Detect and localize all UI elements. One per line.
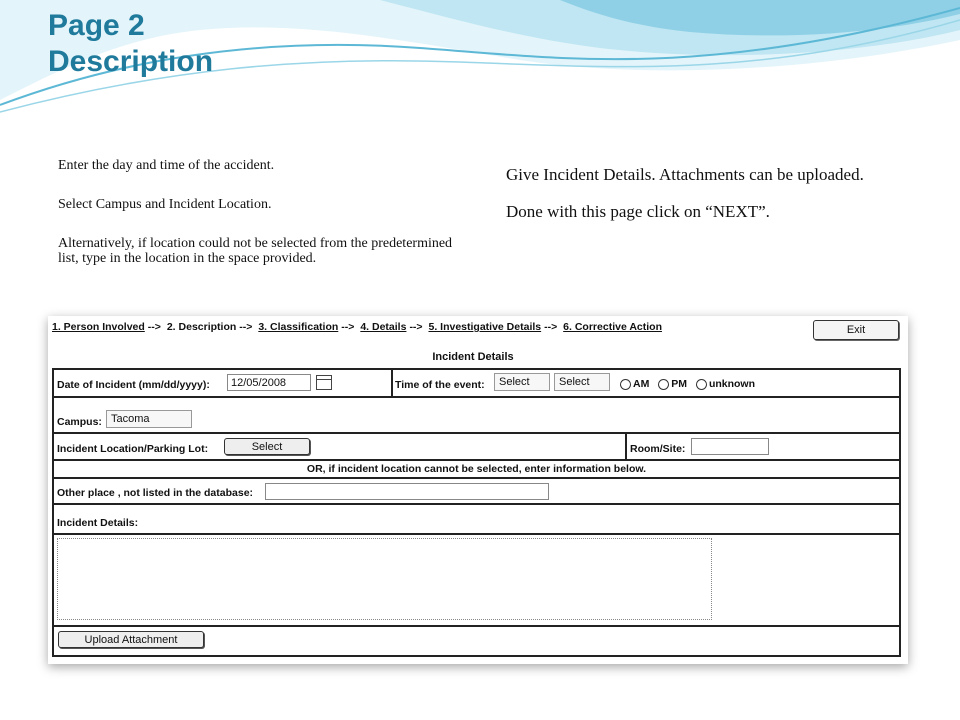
nav-classification[interactable]: 3. Classification bbox=[258, 321, 339, 333]
step-navigation bbox=[52, 321, 662, 333]
other-place-input[interactable] bbox=[265, 483, 549, 500]
unknown-label: unknown bbox=[708, 378, 756, 390]
am-label: AM bbox=[633, 378, 650, 390]
incident-details-textarea[interactable] bbox=[57, 538, 712, 620]
instruction-campus-location: Select Campus and Incident Location. bbox=[58, 197, 272, 212]
location-label: Incident Location/Parking Lot: bbox=[57, 443, 209, 455]
campus-select[interactable]: Tacoma bbox=[106, 410, 192, 428]
incident-form-screenshot bbox=[48, 316, 908, 664]
pm-label: PM bbox=[671, 378, 688, 390]
pm-radio[interactable] bbox=[658, 379, 669, 390]
nav-description-current: 2. Description bbox=[166, 321, 237, 333]
column-divider bbox=[625, 432, 627, 459]
calendar-icon[interactable] bbox=[316, 375, 332, 390]
instruction-date-time: Enter the day and time of the accident. bbox=[58, 158, 275, 173]
right-instructions bbox=[506, 163, 886, 237]
slide-title-line1: Page 2 bbox=[48, 9, 145, 42]
time-label: Time of the event: bbox=[395, 379, 485, 391]
am-radio[interactable] bbox=[620, 379, 631, 390]
ampm-radio-group bbox=[614, 378, 755, 390]
nav-arrow: --> bbox=[341, 321, 355, 333]
upload-attachment-button[interactable]: Upload Attachment bbox=[58, 631, 204, 648]
nav-corrective-action[interactable]: 6. Corrective Action bbox=[563, 321, 662, 333]
nav-arrow: --> bbox=[409, 321, 423, 333]
date-input[interactable]: 12/05/2008 bbox=[227, 374, 311, 391]
exit-button[interactable]: Exit bbox=[813, 320, 899, 340]
incident-details-label: Incident Details: bbox=[57, 517, 139, 529]
nav-details[interactable]: 4. Details bbox=[360, 321, 407, 333]
location-select-button[interactable]: Select bbox=[224, 438, 310, 455]
column-divider bbox=[391, 370, 393, 396]
room-input[interactable] bbox=[691, 438, 769, 455]
minute-select[interactable]: Select bbox=[554, 373, 610, 391]
panel-title: Incident Details bbox=[432, 351, 514, 363]
instruction-incident-details: Give Incident Details. Attachments can be uploaded. bbox=[506, 165, 864, 184]
nav-investigative-details[interactable]: 5. Investigative Details bbox=[428, 321, 542, 333]
slide-title-line2: Description bbox=[48, 45, 214, 78]
slide-title bbox=[48, 8, 213, 80]
instruction-next: Done with this page click on “NEXT”. bbox=[506, 202, 770, 221]
row-divider bbox=[54, 503, 899, 505]
row-divider bbox=[54, 625, 899, 627]
form-table bbox=[52, 368, 901, 657]
room-label: Room/Site: bbox=[630, 443, 686, 455]
or-notice: OR, if incident location cannot be selected, enter information below. bbox=[306, 463, 647, 475]
nav-person-involved[interactable]: 1. Person Involved bbox=[52, 321, 145, 333]
row-divider bbox=[54, 459, 899, 461]
nav-arrow: --> bbox=[147, 321, 161, 333]
hour-select[interactable]: Select bbox=[494, 373, 550, 391]
left-instructions bbox=[58, 158, 458, 290]
nav-arrow: --> bbox=[239, 321, 253, 333]
instruction-alternative-location: Alternatively, if location could not be selected from the predetermined list, type in the location in the space provided. bbox=[58, 236, 453, 266]
unknown-radio[interactable] bbox=[696, 379, 707, 390]
nav-arrow: --> bbox=[544, 321, 558, 333]
row-divider bbox=[54, 533, 899, 535]
other-place-label: Other place , not listed in the database: bbox=[57, 487, 254, 499]
row-divider bbox=[54, 477, 899, 479]
row-divider bbox=[54, 432, 899, 434]
date-label: Date of Incident (mm/dd/yyyy): bbox=[57, 379, 210, 391]
campus-label: Campus: bbox=[57, 416, 102, 428]
row-divider bbox=[54, 396, 899, 398]
